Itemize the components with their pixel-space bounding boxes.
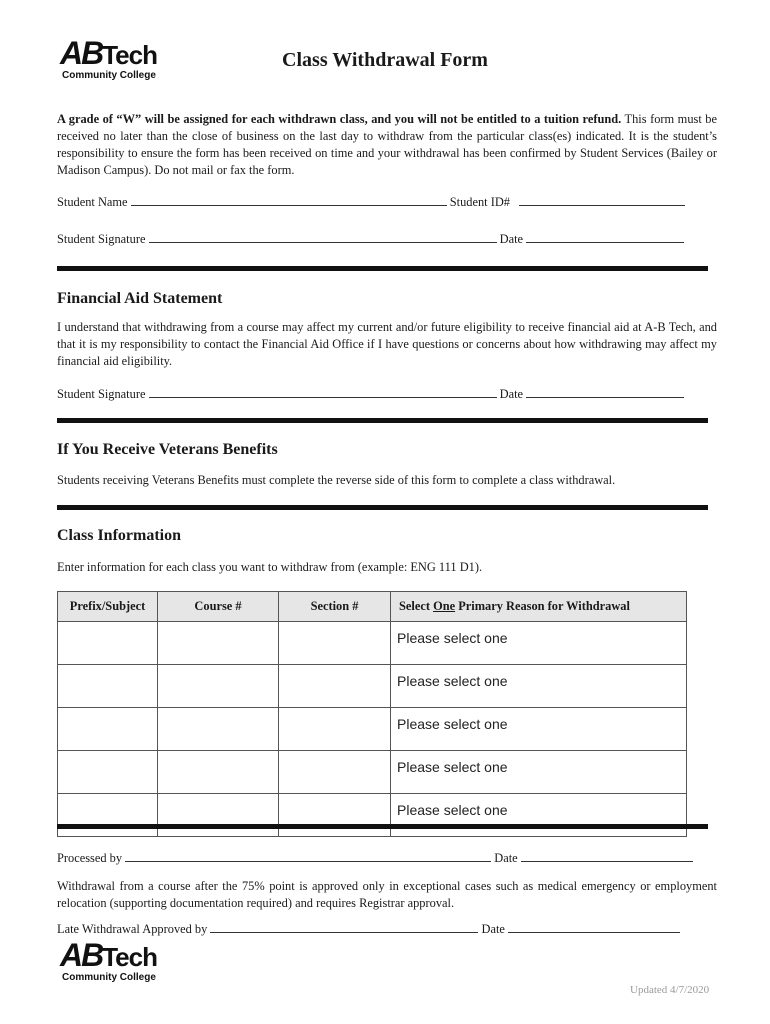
course-input[interactable] <box>158 794 279 837</box>
financial-aid-signature-row: Student Signature Date <box>57 386 717 403</box>
signature-date-field[interactable] <box>526 231 684 243</box>
class-info-heading: Class Information <box>57 527 182 544</box>
section-divider <box>57 824 708 829</box>
financial-aid-heading: Financial Aid Statement <box>57 290 223 307</box>
processed-by-row: Processed by Date <box>57 850 717 867</box>
prefix-input[interactable] <box>58 708 158 751</box>
table-row <box>58 708 687 751</box>
reason-select[interactable]: Please select one <box>391 665 687 708</box>
prefix-input[interactable] <box>58 751 158 794</box>
financial-aid-date-field[interactable] <box>526 386 684 398</box>
intro-paragraph: A grade of “W” will be assigned for each withdrawn class, and you will not be entitled to a tuition refund. This form must be received no later than the close of business on the last day to withdraw from the particular class(es) indicated. It is the student’s responsibility to ensure the form has been received on time and your withdrawal has been confirmed by Student Services (Bailey or Madison Campus). Do not mail or fax the form. <box>57 112 717 177</box>
student-signature-field[interactable] <box>149 231 497 243</box>
course-input[interactable] <box>158 622 279 665</box>
updated-date: Updated 4/7/2020 <box>630 984 710 996</box>
section-input[interactable] <box>279 708 391 751</box>
course-column-header: Course # <box>158 592 279 622</box>
student-name-field[interactable] <box>131 194 447 206</box>
table-header-row <box>58 592 687 622</box>
reason-column-header: Select One Primary Reason for Withdrawal <box>391 592 687 622</box>
late-approved-field[interactable] <box>210 921 478 933</box>
student-name-row: Student Name Student ID# <box>57 194 717 211</box>
college-logo-footer: ABTech Community College <box>60 937 157 983</box>
class-info-instructions: Enter information for each class you want to withdraw from (example: ENG 111 D1). <box>57 560 483 574</box>
course-input[interactable] <box>158 708 279 751</box>
table-row <box>58 751 687 794</box>
prefix-input[interactable] <box>58 794 158 837</box>
section-divider <box>57 266 708 271</box>
section-input[interactable] <box>279 751 391 794</box>
reason-select[interactable]: Please select one <box>391 751 687 794</box>
section-input[interactable] <box>279 665 391 708</box>
prefix-input[interactable] <box>58 665 158 708</box>
student-id-field[interactable] <box>519 194 685 206</box>
class-table <box>57 591 687 837</box>
section-input[interactable] <box>279 794 391 837</box>
table-row <box>58 665 687 708</box>
reason-select[interactable]: Please select one <box>391 794 687 837</box>
reason-select[interactable]: Please select one <box>391 708 687 751</box>
late-approved-row: Late Withdrawal Approved by Date <box>57 921 717 938</box>
financial-aid-text: I understand that withdrawing from a course may affect my current and/or future eligibility to receive financial aid at A-B Tech, and that it is my responsibility to contact the Financial Aid Office if I have questions or concerns about how withdrawing may affect my financial aid eligibility. <box>57 320 717 368</box>
college-logo: ABTech Community College <box>60 35 157 81</box>
course-input[interactable] <box>158 751 279 794</box>
table-row <box>58 622 687 665</box>
course-input[interactable] <box>158 665 279 708</box>
veterans-heading: If You Receive Veterans Benefits <box>57 441 278 458</box>
page-title: Class Withdrawal Form <box>282 49 488 71</box>
processed-date-field[interactable] <box>521 850 693 862</box>
section-input[interactable] <box>279 622 391 665</box>
table-row <box>58 794 687 837</box>
reason-select[interactable]: Please select one <box>391 622 687 665</box>
late-withdrawal-text: Withdrawal from a course after the 75% point is approved only in exceptional cases such as medical emergency or employment relocation (supporting documentation required) and requires Registrar approval. <box>57 879 717 910</box>
prefix-input[interactable] <box>58 622 158 665</box>
financial-aid-signature-field[interactable] <box>149 386 497 398</box>
section-column-header: Section # <box>279 592 391 622</box>
veterans-text: Students receiving Veterans Benefits must complete the reverse side of this form to complete a class withdrawal. <box>57 473 616 487</box>
section-divider <box>57 418 708 423</box>
section-divider <box>57 505 708 510</box>
student-signature-row: Student Signature Date <box>57 231 717 248</box>
late-approved-date-field[interactable] <box>508 921 680 933</box>
processed-by-field[interactable] <box>125 850 491 862</box>
prefix-column-header: Prefix/Subject <box>58 592 158 622</box>
